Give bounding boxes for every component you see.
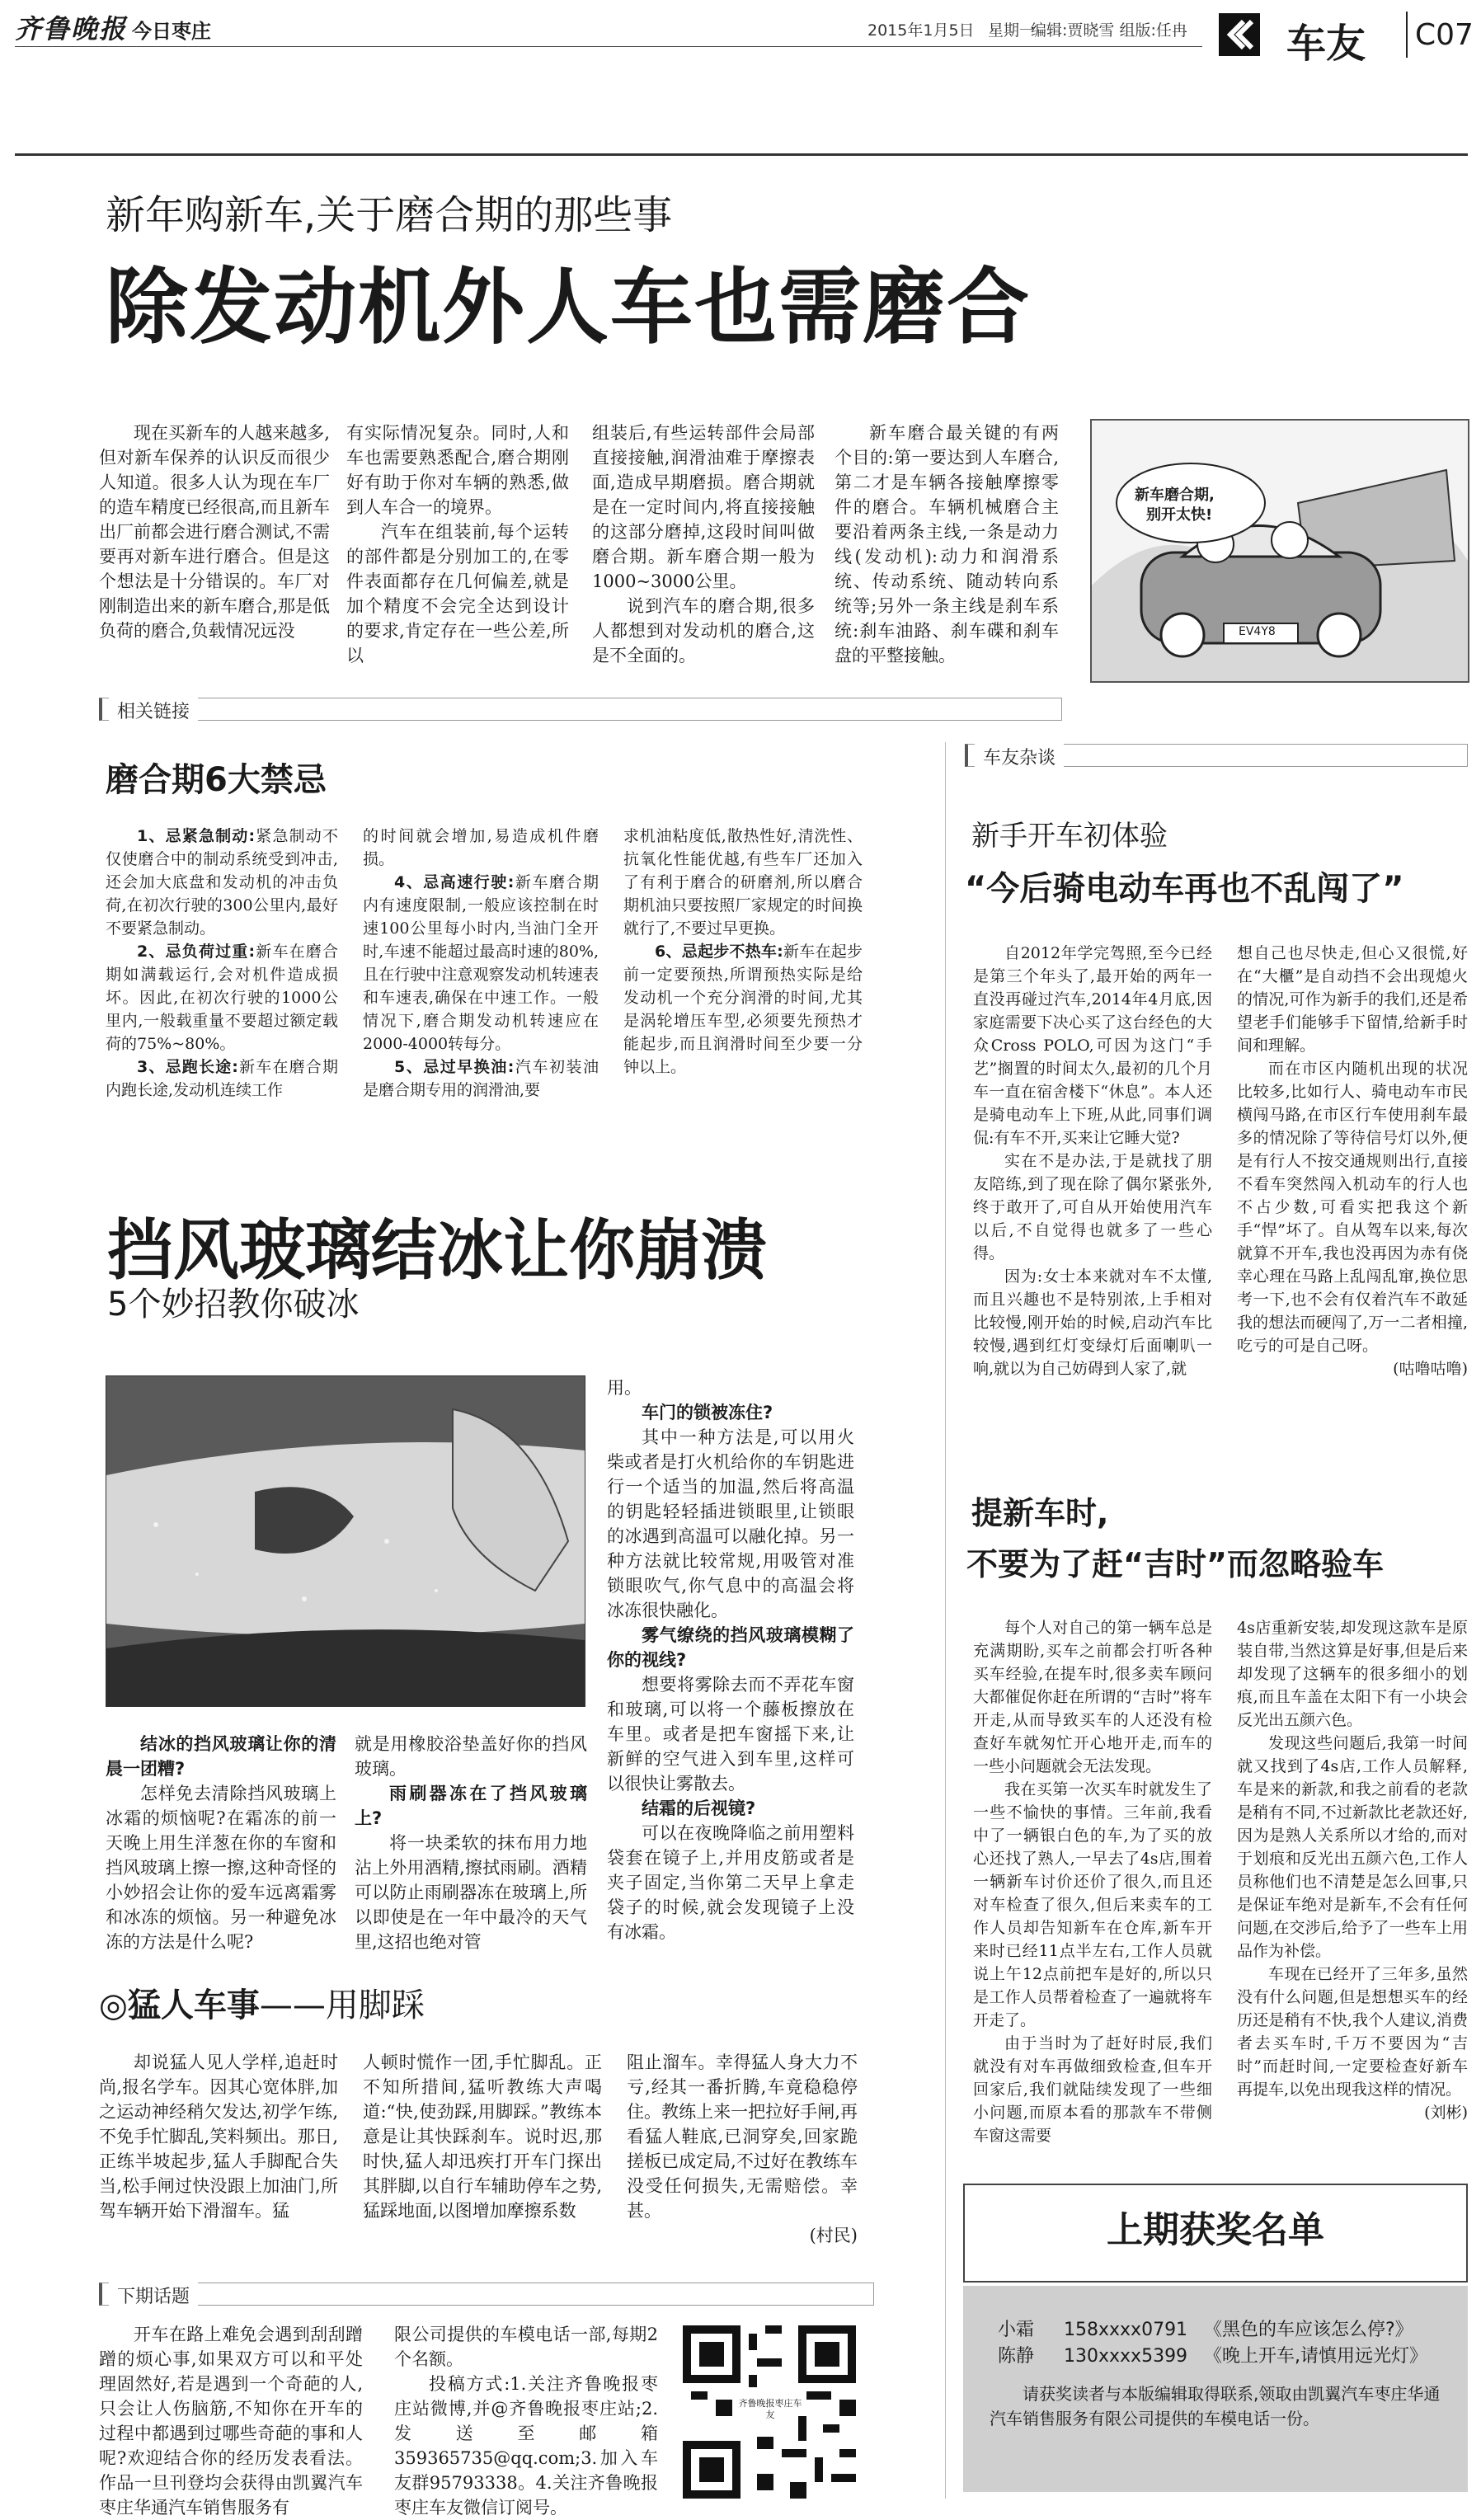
main-col-3 [592, 421, 815, 701]
paragraph: 新车磨合最关键的有两个目的:第一要达到人车磨合,第二才是车辆各接触摩擦零件的磨合。车辆机械磨合主要沿着两条主线,一条是动力线(发动机):动力和润滑系统、传动系统、随动转向系统等;另外一条主线是刹车系统:刹车油路、刹车碟和刹车盘的平整接触。 [835, 423, 1059, 665]
related-col-2 [363, 825, 599, 1163]
related-col-1 [106, 825, 338, 1163]
paragraph: 却说猛人见人学样,追赶时尚,报名学车。因其心宽体胖,加之运动神经稍欠发达,初学乍练,不免手忙脚乱,笑料频出。那日,正练半坡起步,猛人手脚配合失当,松手闸过快没跟上加油门,所驾车辆开始下滑溜车。猛 [99, 2052, 338, 2221]
rule-key: 1、忌紧急制动: [137, 827, 256, 845]
main-headline: 除发动机外人车也需磨合 [106, 259, 1031, 355]
cartoon-bubble-line-2: 别开太快! [1146, 506, 1213, 524]
issue-date: 2015年1月5日 [867, 21, 975, 40]
paragraph: 组装后,有些运转部件会局部直接接触,润滑油难于摩擦表面,造成早期磨损。磨合期就是在一定时间内,将直接接触的这部分磨掉,这段时间叫做磨合期。新车磨合期一般为1000~3000公里。 [592, 423, 815, 591]
rule-key: 6、忌起步不热车: [655, 943, 783, 961]
subheading: 雨刷器冻在了挡风玻璃上? [355, 1784, 587, 1828]
subheading: 结冰的挡风玻璃让你的清晨一团糟? [106, 1734, 336, 1779]
rule-text: 新车在起步前一定要预热,所谓预热实际是给发动机一个充分润滑的时间,尤其是涡轮增压车型,必须要先预热才能起步,而且润滑时间至少要一分钟以上。 [623, 943, 863, 1076]
sidebar-col-4 [1237, 1616, 1468, 2160]
masthead: 齐鲁晚报 [15, 13, 128, 45]
column-divider [945, 742, 946, 2499]
related-tab-bar [99, 698, 1062, 721]
rule-item-3 [106, 1055, 338, 1102]
rule-text: 新车在磨合期如满载运行,会对机件造成损坏。因此,在初次行驶的1000公里内,一般载重量不要超过额定载荷的75%~80%。 [106, 943, 338, 1053]
paragraph: 就是用橡胶浴垫盖好你的挡风玻璃。 [355, 1734, 587, 1779]
header-rule [15, 46, 1202, 47]
paragraph: 限公司提供的车模电话一部,每期2个名额。 [394, 2325, 658, 2369]
subheading: 雾气缭绕的挡风玻璃模糊了你的视线? [607, 1625, 854, 1670]
car-cartoon-image [1092, 421, 1468, 681]
sidebar-tab: 车友杂谈 [975, 744, 1064, 769]
story-byline: (村民) [809, 2226, 858, 2245]
sidebar-col-1 [973, 942, 1212, 1436]
paragraph: 用。 [607, 1378, 642, 1398]
paragraph: 想自己也尽快走,但心又很慌,好在“大櫃”是自动挡不会出现熄火的情况,可作为新手的我们,还是希望老手们能够手下留情,给新手时间和理解。 [1237, 944, 1468, 1055]
paragraph: 现在买新车的人越来越多,但对新车保养的认识反而很少人知道。很多人认为现在车厂的造车精度已经很高,而且新车出厂前都会进行磨合测试,不需要再对新车进行磨合。但是这个想法是十分错误的。车厂对刚制造出来的新车磨合,那是低负荷的磨合,负载情况远没 [99, 423, 330, 641]
story-title-main: ◎猛人车事 [99, 1986, 260, 2024]
main-col-1 [99, 421, 330, 701]
paragraph: 实在不是办法,于是就找了朋友陪练,到了现在除了偶尔紧张外,终于敢开了,可自从开始使用汽车以后,不自觉得也就多了一些心得。 [973, 1152, 1212, 1262]
section-name: 今日枣庄 [132, 20, 211, 43]
subheading: 车门的锁被冻住? [642, 1403, 773, 1422]
page-number: C07 [1415, 18, 1474, 52]
story-col-3 [627, 2050, 858, 2245]
sidebar-byline-2: (刘彬) [1424, 2104, 1468, 2122]
rule-text: 新车在磨合期内跑长途,发动机连续工作 [106, 1058, 338, 1099]
sidebar-headline: “今后骑电动车再也不乱闯了” [965, 870, 1404, 908]
ice-col-2 [355, 1732, 587, 1952]
paragraph: 的时间就会增加,易造成机件磨损。 [363, 827, 599, 868]
paragraph: 4s店重新安装,却发现这款车是原装自带,当然这算是好事,但是后来却发现了这辆车的很多细小的划痕,而且车盖在太阳下有一小块会反光出五颜六色。 [1237, 1619, 1468, 1729]
cartoon-illustration [1090, 419, 1469, 683]
story-title [99, 1979, 425, 2026]
rule-key: 3、忌跑长途: [137, 1058, 238, 1076]
rule-item-6 [623, 940, 863, 1079]
rule-text: 新车磨合期内有速度限制,一般应该控制在时速100公里每小时内,当油门全开时,车速不能超过最高时速的80%,且在行驶中注意观察发动机转速表和车速表,确保在中速工作。一般情况下,磨合期发动机转速应在2000-4000转每分。 [363, 873, 599, 1053]
ice-col-1 [106, 1732, 336, 1952]
story-col-1 [99, 2050, 338, 2240]
ice-subhead: 5个妙招教你破冰 [107, 1286, 360, 1323]
rule-item-5 [363, 1055, 599, 1102]
next-col-1 [99, 2322, 363, 2518]
subheading: 结霜的后视镜? [642, 1798, 756, 1818]
story-col-2 [363, 2050, 602, 2240]
paragraph: 而在市区内随机出现的状况比较多,比如行人、骑电动车市民横闯马路,在市区行车使用刹车最多的情况除了等待信号灯以外,便是有行人不按交通规则出行,直接不看车突然闯入机动车的行人也不占少数,可看实把我这个新手“悍”坏了。自从驾车以来,每次就算不开车,我也没再因为赤有侥幸心理在马路上乱闯乱窜,换位思考一下,也不会有仅着汽车不敢延我的想法而硬闯了,万一二者相撞,吃亏的可是自己呀。 [1237, 1060, 1468, 1355]
related-tab: 相关链接 [109, 698, 198, 723]
sidebar-col-2 [1237, 942, 1468, 1436]
winners-note: 请获奖读者与本版编辑取得联系,领取由凯翼汽车枣庄华通汽车销售服务有限公司提供的车模电话一份。 [990, 2384, 1441, 2428]
sidebar-byline-1: (咕噜咕噜) [1393, 1360, 1468, 1378]
ice-headline: 挡风玻璃结冰让你崩溃 [107, 1212, 767, 1289]
rule-item-1 [106, 825, 338, 940]
column-title: 车友 [1286, 21, 1366, 67]
windshield-image [106, 1376, 585, 1706]
sidebar-col-3 [973, 1616, 1212, 2160]
main-col-2 [346, 421, 569, 701]
winner-name: 小霜 [998, 2320, 1035, 2340]
paragraph: 车现在已经开了三年多,虽然没有什么问题,但是想想买车的经历还是稍有不快,我个人建议,消费者去买车时,千万不要因为“吉时”而赶时间,一定要检查好新车再提车,以免出现我这样的情况。 [1237, 1965, 1468, 2099]
paragraph: 将一块柔软的抹布用力地沾上外用酒精,擦拭雨刷。酒精可以防止雨刷器冻在玻璃上,所以即使是在一年中最冷的天气里,这招也绝对管 [355, 1833, 587, 1952]
cartoon-plate: EV4Y8 [1239, 625, 1276, 638]
next-tab: 下期话题 [109, 2283, 198, 2308]
qr-code[interactable] [683, 2325, 856, 2499]
winner-phone: 158xxxx0791 [1064, 2320, 1188, 2340]
winner-row-1 [998, 2315, 1413, 2341]
paragraph: 因为:女士本来就对车不太懂,而且兴趣也不是特别浓,上手相对比较慢,刚开始的时候,启动汽车比较慢,遇到红灯变绿灯后面喇叭一响,就以为自己妨碍到人家了,就 [973, 1267, 1212, 1378]
rule-item-4 [363, 871, 599, 1055]
paragraph: 阻止溜车。幸得猛人身大力不亏,经其一番折腾,车竟稳稳停住。教练上来一把拉好手闸,再看猛人鞋底,已洞穿矣,回家跪搓板已成定局,不过好在教练车没受任何损失,无需赔偿。幸甚。 [627, 2052, 858, 2221]
next-tab-bar [99, 2283, 874, 2306]
winner-name: 陈静 [998, 2346, 1035, 2367]
rule-text: 紧急制动不仅使磨合中的制动系统受到冲击,还会加大底盘和发动机的冲击负荷,在初次行驶的300公里内,最好不要紧急制动。 [106, 827, 338, 938]
winner-row-2 [998, 2342, 1427, 2367]
sidebar-kicker: 新手开车初体验 [971, 820, 1168, 853]
rule-key: 2、忌负荷过重: [137, 943, 256, 961]
paragraph: 由于当时为了赶好时辰,我们就没有对车再做细致检查,但车开回家后,我们就陆续发现了一些细小问题,而原本看的那款车不带侧车窗这需要 [973, 2034, 1212, 2145]
qr-caption: 齐鲁晚报枣庄车友 [738, 2398, 802, 2420]
paragraph: 每个人对自己的第一辆车总是充满期盼,买车之前都会打听各种买车经验,在提车时,很多卖车顾问大都催促你赶在所谓的“吉时”将车开走,从而导致买车的人还没有检查好车就匆忙开心地开走,而车的一些小问题就会无法发现。 [973, 1619, 1212, 1775]
paragraph: 我在买第一次买车时就发生了一些不愉快的事情。三年前,我看中了一辆银白色的车,为了买的放心还找了熟人,一早去了4s店,围着一辆新车讨价还价了很久,而且还对车检查了很久,但后来卖车的工作人员却告知新车在仓库,新车开来时已经11点半左右,工作人员就说上午12点前把车是好的,所以只是工作人员帮着检查了一遍就将车开走了。 [973, 1780, 1212, 2029]
paragraph: 开车在路上难免会遇到刮刮蹭蹭的烦心事,如果双方可以和平处理固然好,若是遇到一个奇葩的人,只会让人伤脑筋,不知你在开车的过程中都遇到过哪些奇葩的事和人呢?欢迎结合你的经历发表看法。作品一旦刊登均会获得由凯翼汽车枣庄华通汽车销售服务有 [99, 2325, 363, 2518]
editors: 编辑:贾晓雪 组版:任冉 [1031, 21, 1187, 40]
column-badge [1219, 13, 1260, 56]
paragraph: 求机油粘度低,散热性好,清洗性、抗氧化性能优越,有些车厂还加入了有利于磨合的研磨剂,所以磨合期机油只要按照厂家规定的时间换就行了,不要过早更换。 [623, 827, 863, 938]
paragraph: 想要将雾除去而不弄花车窗和玻璃,可以将一个藤板擦放在车里。或者是把车窗摇下来,让新鲜的空气进入到车里,这样可以很快让雾散去。 [607, 1675, 854, 1794]
rule-item-2 [106, 940, 338, 1055]
header-divider [1406, 12, 1408, 58]
chevron-left-icon [1219, 13, 1260, 56]
paragraph: 可以在夜晚降临之前用塑料袋套在镜子上,并用皮筋或者是夹子固定,当你第二天早上拿走袋子的时候,就会发现镜子上没有冰霜。 [607, 1823, 854, 1942]
paragraph: 其中一种方法是,可以用火柴或者是打火机给你的车钥匙进行一个适当的加温,然后将高温的钥匙轻轻插进锁眼里,让锁眼的冰遇到高温可以融化掉。另一种方法就比较常规,用吸管对准锁眼吹气,你气息中的高温会将冰冻很快融化。 [607, 1427, 854, 1620]
paragraph: 发现这些问题后,我第一时间就又找到了4s店,工作人员解释,车是来的新款,和我之前看的老款是稍有不同,不过新款比老款还好,因为是熟人关系所以才给的,而对于划痕和反光出五颜六色,工作人员称他们也不清楚是怎么回事,只是保证车绝对是新车,不会有任何问题,在交涉后,给予了一些车上用品作为补偿。 [1237, 1734, 1468, 1960]
weekday: 星期一 [988, 21, 1036, 40]
cartoon-bubble-line-1: 新车磨合期, [1135, 487, 1215, 504]
rule-text: 汽车初装油是磨合期专用的润滑油,要 [363, 1058, 599, 1099]
paragraph: 怎样免去清除挡风玻璃上冰霜的烦恼呢?在霜冻的前一天晚上用生洋葱在你的车窗和挡风玻璃上擦一擦,这种奇怪的小妙招会让你的爱车远离霜雾和冰冻的烦恼。另一种避免冰冻的方法是什么呢? [106, 1784, 336, 1952]
winner-phone: 130xxxx5399 [1064, 2346, 1188, 2367]
ice-col-3 [607, 1375, 854, 1942]
rule-key: 5、忌过早换油: [394, 1058, 515, 1076]
main-col-4 [835, 421, 1059, 701]
winners-title: 上期获奖名单 [1107, 2209, 1324, 2251]
next-col-2 [394, 2322, 658, 2518]
related-title: 磨合期6大禁忌 [106, 761, 327, 799]
top-rule [15, 153, 1468, 156]
paragraph: 人顿时慌作一团,手忙脚乱。正不知所措间,猛听教练大声喝道:“快,使劲踩,用脚踩。”教练本意是让其快踩刹车。说时迟,那时快,猛人却迅疾打开车门探出其胖脚,以自行车辅助停车之势,猛踩地面,以图增加摩擦系数 [363, 2052, 602, 2221]
paragraph: 说到汽车的磨合期,很多人都想到对发动机的磨合,这是不全面的。 [592, 596, 815, 665]
winner-work: 《黑色的车应该怎么停?》 [1204, 2320, 1413, 2340]
paragraph: 有实际情况复杂。同时,人和车也需要熟悉配合,磨合期刚好有助于你对车辆的熟悉,做到人车合一的境界。 [346, 423, 569, 517]
paragraph: 投稿方式:1.关注齐鲁晚报枣庄站微博,并@齐鲁晚报枣庄站;2.发送至邮箱359365735@qq.com;3.加入车友群95793338。4.关注齐鲁晚报枣庄车友微信订阅号。 [394, 2374, 658, 2518]
rule-key: 4、忌高速行驶: [394, 873, 515, 891]
paragraph: 自2012年学完驾照,至今已经是第三个年头了,最开始的两年一直没再碰过汽车,2014年4月底,因家庭需要下决心买了这台经色的大众Cross POLO,可因为这门“手艺”搁置的时间太久,最初的几个月车一直在宿舍楼下“休息”。本人还是骑电动车上下班,从此,同事们调侃:有车不开,买来让它睡大觉? [973, 944, 1212, 1147]
sidebar-kicker-2: 提新车时, [971, 1495, 1109, 1531]
related-col-3 [623, 825, 863, 1163]
paragraph: 汽车在组装前,每个运转的部件都是分别加工的,在零件表面都存在几何偏差,就是加个精度不会完全达到设计的要求,肯定存在一些公差,所以 [346, 522, 569, 665]
frozen-windshield-photo [106, 1375, 585, 1707]
sidebar-headline-2: 不要为了赶“吉时”而忽略验车 [966, 1546, 1384, 1582]
main-kicker: 新年购新车,关于磨合期的那些事 [106, 192, 673, 238]
winner-work: 《晚上开车,请慎用远光灯》 [1204, 2346, 1427, 2367]
story-subtitle: ——用脚踩 [259, 1986, 425, 2024]
